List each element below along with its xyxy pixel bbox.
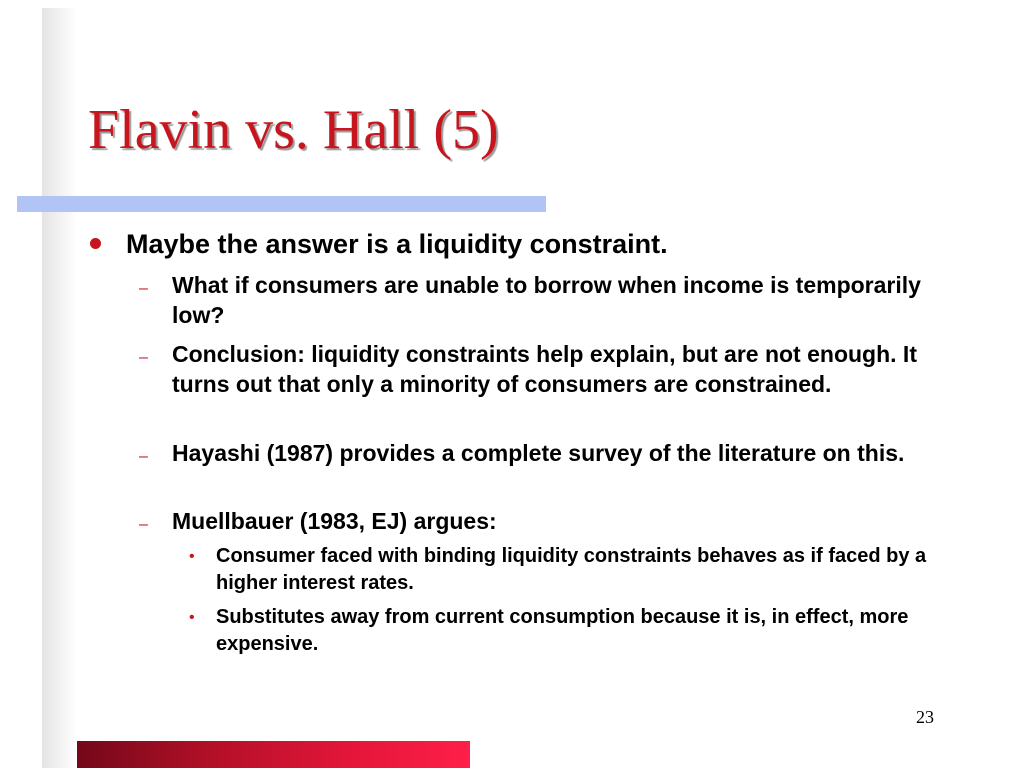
dash-icon: – (139, 516, 148, 533)
bullet-dot-icon (90, 238, 101, 249)
bullet-level3: Consumer faced with binding liquidity constraints behaves as if faced by a higher interest rates. (216, 545, 927, 594)
slide-title: Flavin vs. Hall (5) (88, 99, 499, 161)
dash-icon: – (139, 448, 148, 465)
bullet-level1: Maybe the answer is a liquidity constraint. (126, 229, 668, 259)
bullet-level2: Hayashi (1987) provides a complete survey of the literature on this. (172, 440, 905, 466)
bullet-level3: Substitutes away from current consumption because it is, in effect, more expensive. (216, 606, 909, 655)
bullet-level2: Muellbauer (1983, EJ) argues: (172, 508, 497, 534)
dash-icon: – (139, 280, 148, 297)
small-bullet-icon: • (189, 609, 195, 626)
bottom-decorative-bar (77, 741, 470, 768)
bullet-level2: What if consumers are unable to borrow when income is temporarily low? (172, 272, 921, 328)
page-number: 23 (916, 707, 934, 727)
bullet-level2: Conclusion: liquidity constraints help explain, but are not enough. It turns out that only a minority of consumers are constrained. (172, 341, 917, 397)
small-bullet-icon: • (189, 548, 195, 565)
dash-icon: – (139, 349, 148, 366)
